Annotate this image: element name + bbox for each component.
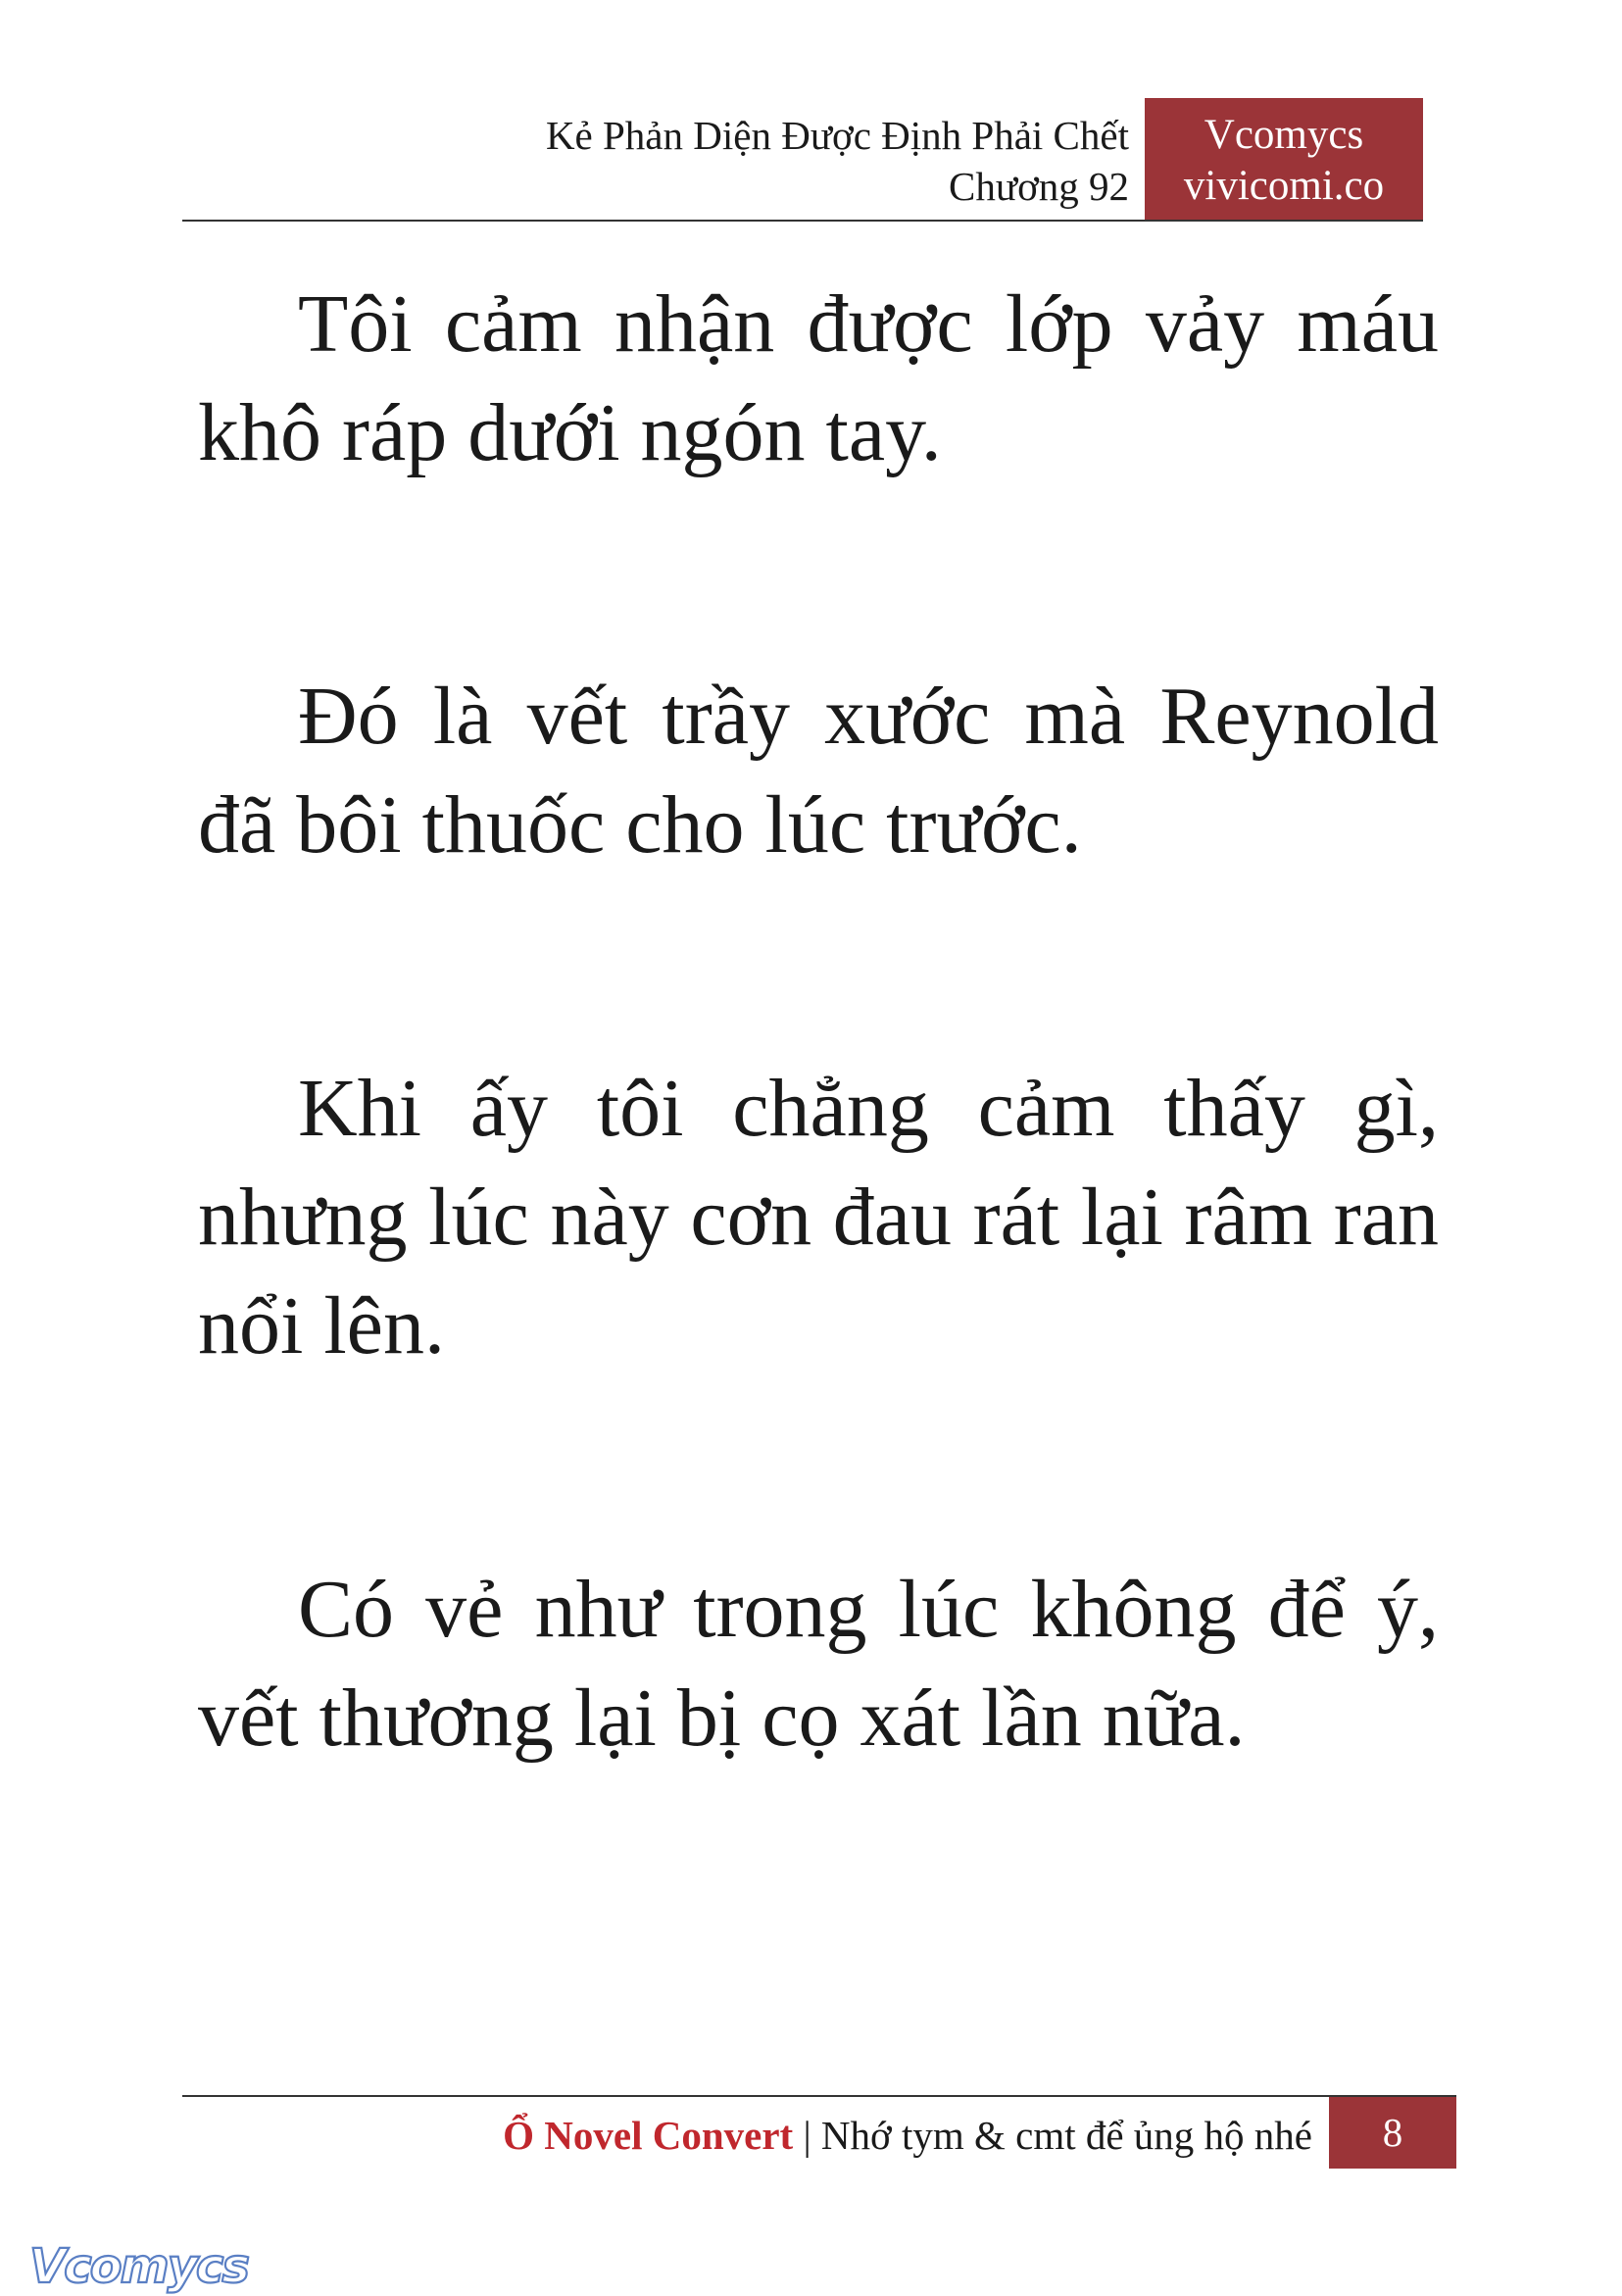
svg-text:Vcomycs: Vcomycs bbox=[29, 2239, 248, 2294]
footer-message: Nhớ tym & cmt để ủng hộ nhé bbox=[820, 2113, 1312, 2158]
chapter-content bbox=[198, 270, 1439, 1947]
footer-text bbox=[503, 2108, 1312, 2163]
paragraph: Đó là vết trầy xước mà Reynold đã bôi thuốc cho lúc trước. bbox=[198, 671, 1439, 871]
book-title: Kẻ Phản Diện Được Định Phải Chết bbox=[545, 113, 1129, 158]
site-badge bbox=[1145, 98, 1423, 220]
footer-brand: Ổ Novel Convert bbox=[503, 2113, 794, 2158]
page-number: 8 bbox=[1329, 2097, 1456, 2169]
site-url: vivicomi.co bbox=[1183, 163, 1385, 209]
watermark-logo bbox=[25, 2237, 251, 2296]
footer-separator: | bbox=[793, 2113, 821, 2158]
paragraph: Khi ấy tôi chẳng cảm thấy gì, nhưng lúc này cơn đau rát lại râm ran nổi lên. bbox=[198, 1063, 1439, 1372]
header-titles bbox=[546, 110, 1129, 212]
site-name: Vcomycs bbox=[1204, 112, 1364, 158]
header-divider bbox=[182, 220, 1423, 222]
paragraph: Tôi cảm nhận được lớp vảy máu khô ráp dưới ngón tay. bbox=[198, 278, 1439, 478]
paragraph: Có vẻ như trong lúc không để ý, vết thương lại bị cọ xát lần nữa. bbox=[198, 1564, 1439, 1764]
page-header bbox=[182, 98, 1423, 220]
footer-divider bbox=[182, 2095, 1456, 2097]
chapter-label: Chương 92 bbox=[949, 164, 1129, 209]
